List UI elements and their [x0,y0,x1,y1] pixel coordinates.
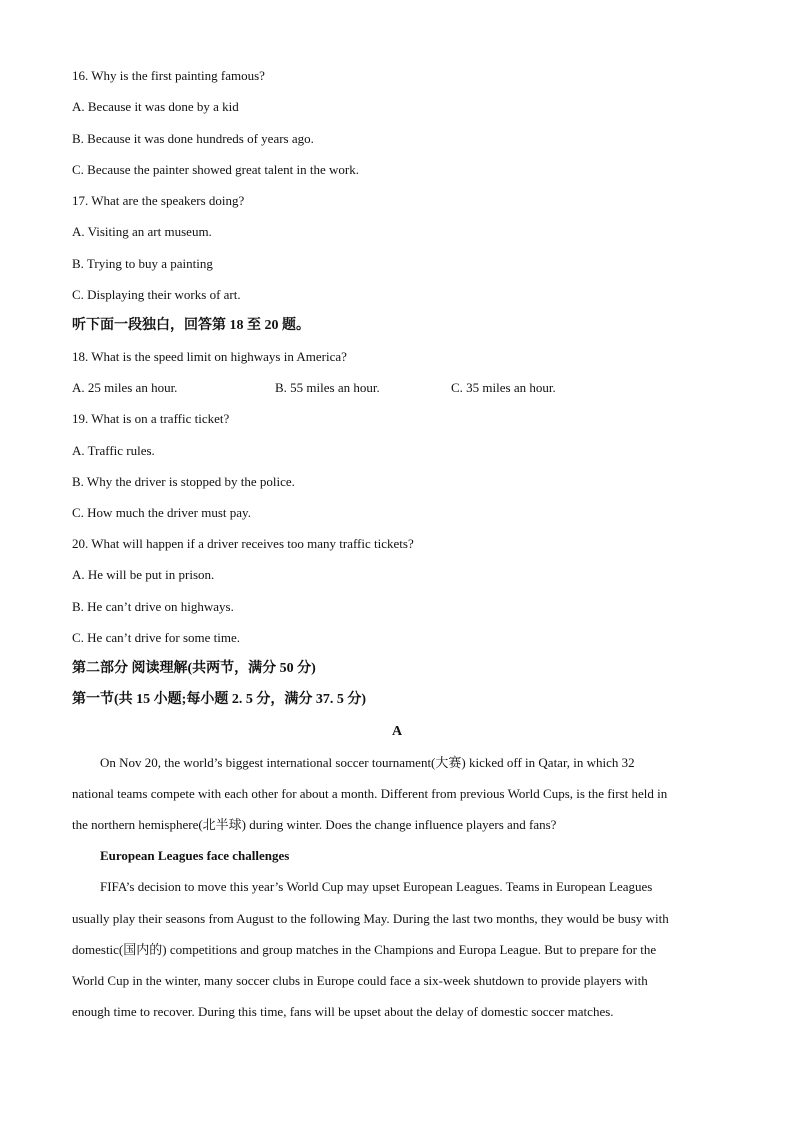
q16-option-c: C. Because the painter showed great talent in the work. [72,162,359,177]
q17-option-a: A. Visiting an art museum. [72,224,212,239]
q19-option-b: B. Why the driver is stopped by the police. [72,474,295,489]
q17-option-b: B. Trying to buy a painting [72,256,213,271]
passage-p1-line-3: the northern hemisphere(北半球) during winter. Does the change influence players and fans? [72,817,557,832]
section-one-heading: 第一节(共 15 小题;每小题 2. 5 分，满分 37. 5 分) [72,692,366,707]
question-19: 19. What is on a traffic ticket? [72,411,230,426]
passage-p2-line-2: usually play their seasons from August to the following May. During the last two months, they would be busy with [72,911,669,926]
passage-label: A [391,724,403,739]
passage-p2-line-4: World Cup in the winter, many soccer clubs in Europe could face a six-week shutdown to provide players with [72,973,648,988]
q16-option-b: B. Because it was done hundreds of years ago. [72,131,314,146]
q16-option-a: A. Because it was done by a kid [72,99,239,114]
passage-p2-line-3: domestic(国内的) competitions and group matches in the Champions and Europa League. But to prepare for the [72,942,657,957]
question-18: 18. What is the speed limit on highways in America? [72,349,347,364]
passage-subheading: European Leagues face challenges [100,848,290,863]
q18-option-b: B. 55 miles an hour. [275,380,380,395]
question-17: 17. What are the speakers doing? [72,193,245,208]
passage-p1-line-1: On Nov 20, the world’s biggest international soccer tournament(大赛) kicked off in Qatar, in which 32 [100,755,635,770]
q20-option-a: A. He will be put in prison. [72,567,215,582]
question-20: 20. What will happen if a driver receives too many traffic tickets? [72,536,414,551]
q19-option-a: A. Traffic rules. [72,443,155,458]
passage-p2-line-5: enough time to recover. During this time, fans will be upset about the delay of domestic soccer matches. [72,1004,614,1019]
q20-option-b: B. He can’t drive on highways. [72,599,234,614]
q20-option-c: C. He can’t drive for some time. [72,630,240,645]
q19-option-c: C. How much the driver must pay. [72,505,251,520]
section-instruction: 听下面一段独白，回答第 18 至 20 题。 [72,318,310,333]
question-16: 16. Why is the first painting famous? [72,68,265,83]
q18-option-c: C. 35 miles an hour. [451,380,556,395]
passage-p1-line-2: national teams compete with each other for about a month. Different from previous World Cups, is the first held in [72,786,668,801]
q17-option-c: C. Displaying their works of art. [72,287,241,302]
passage-p2-line-1: FIFA’s decision to move this year’s World Cup may upset European Leagues. Teams in European Leagues [100,879,653,894]
part-two-heading: 第二部分 阅读理解(共两节，满分 50 分) [72,661,316,676]
q18-option-a: A. 25 miles an hour. [72,380,178,395]
